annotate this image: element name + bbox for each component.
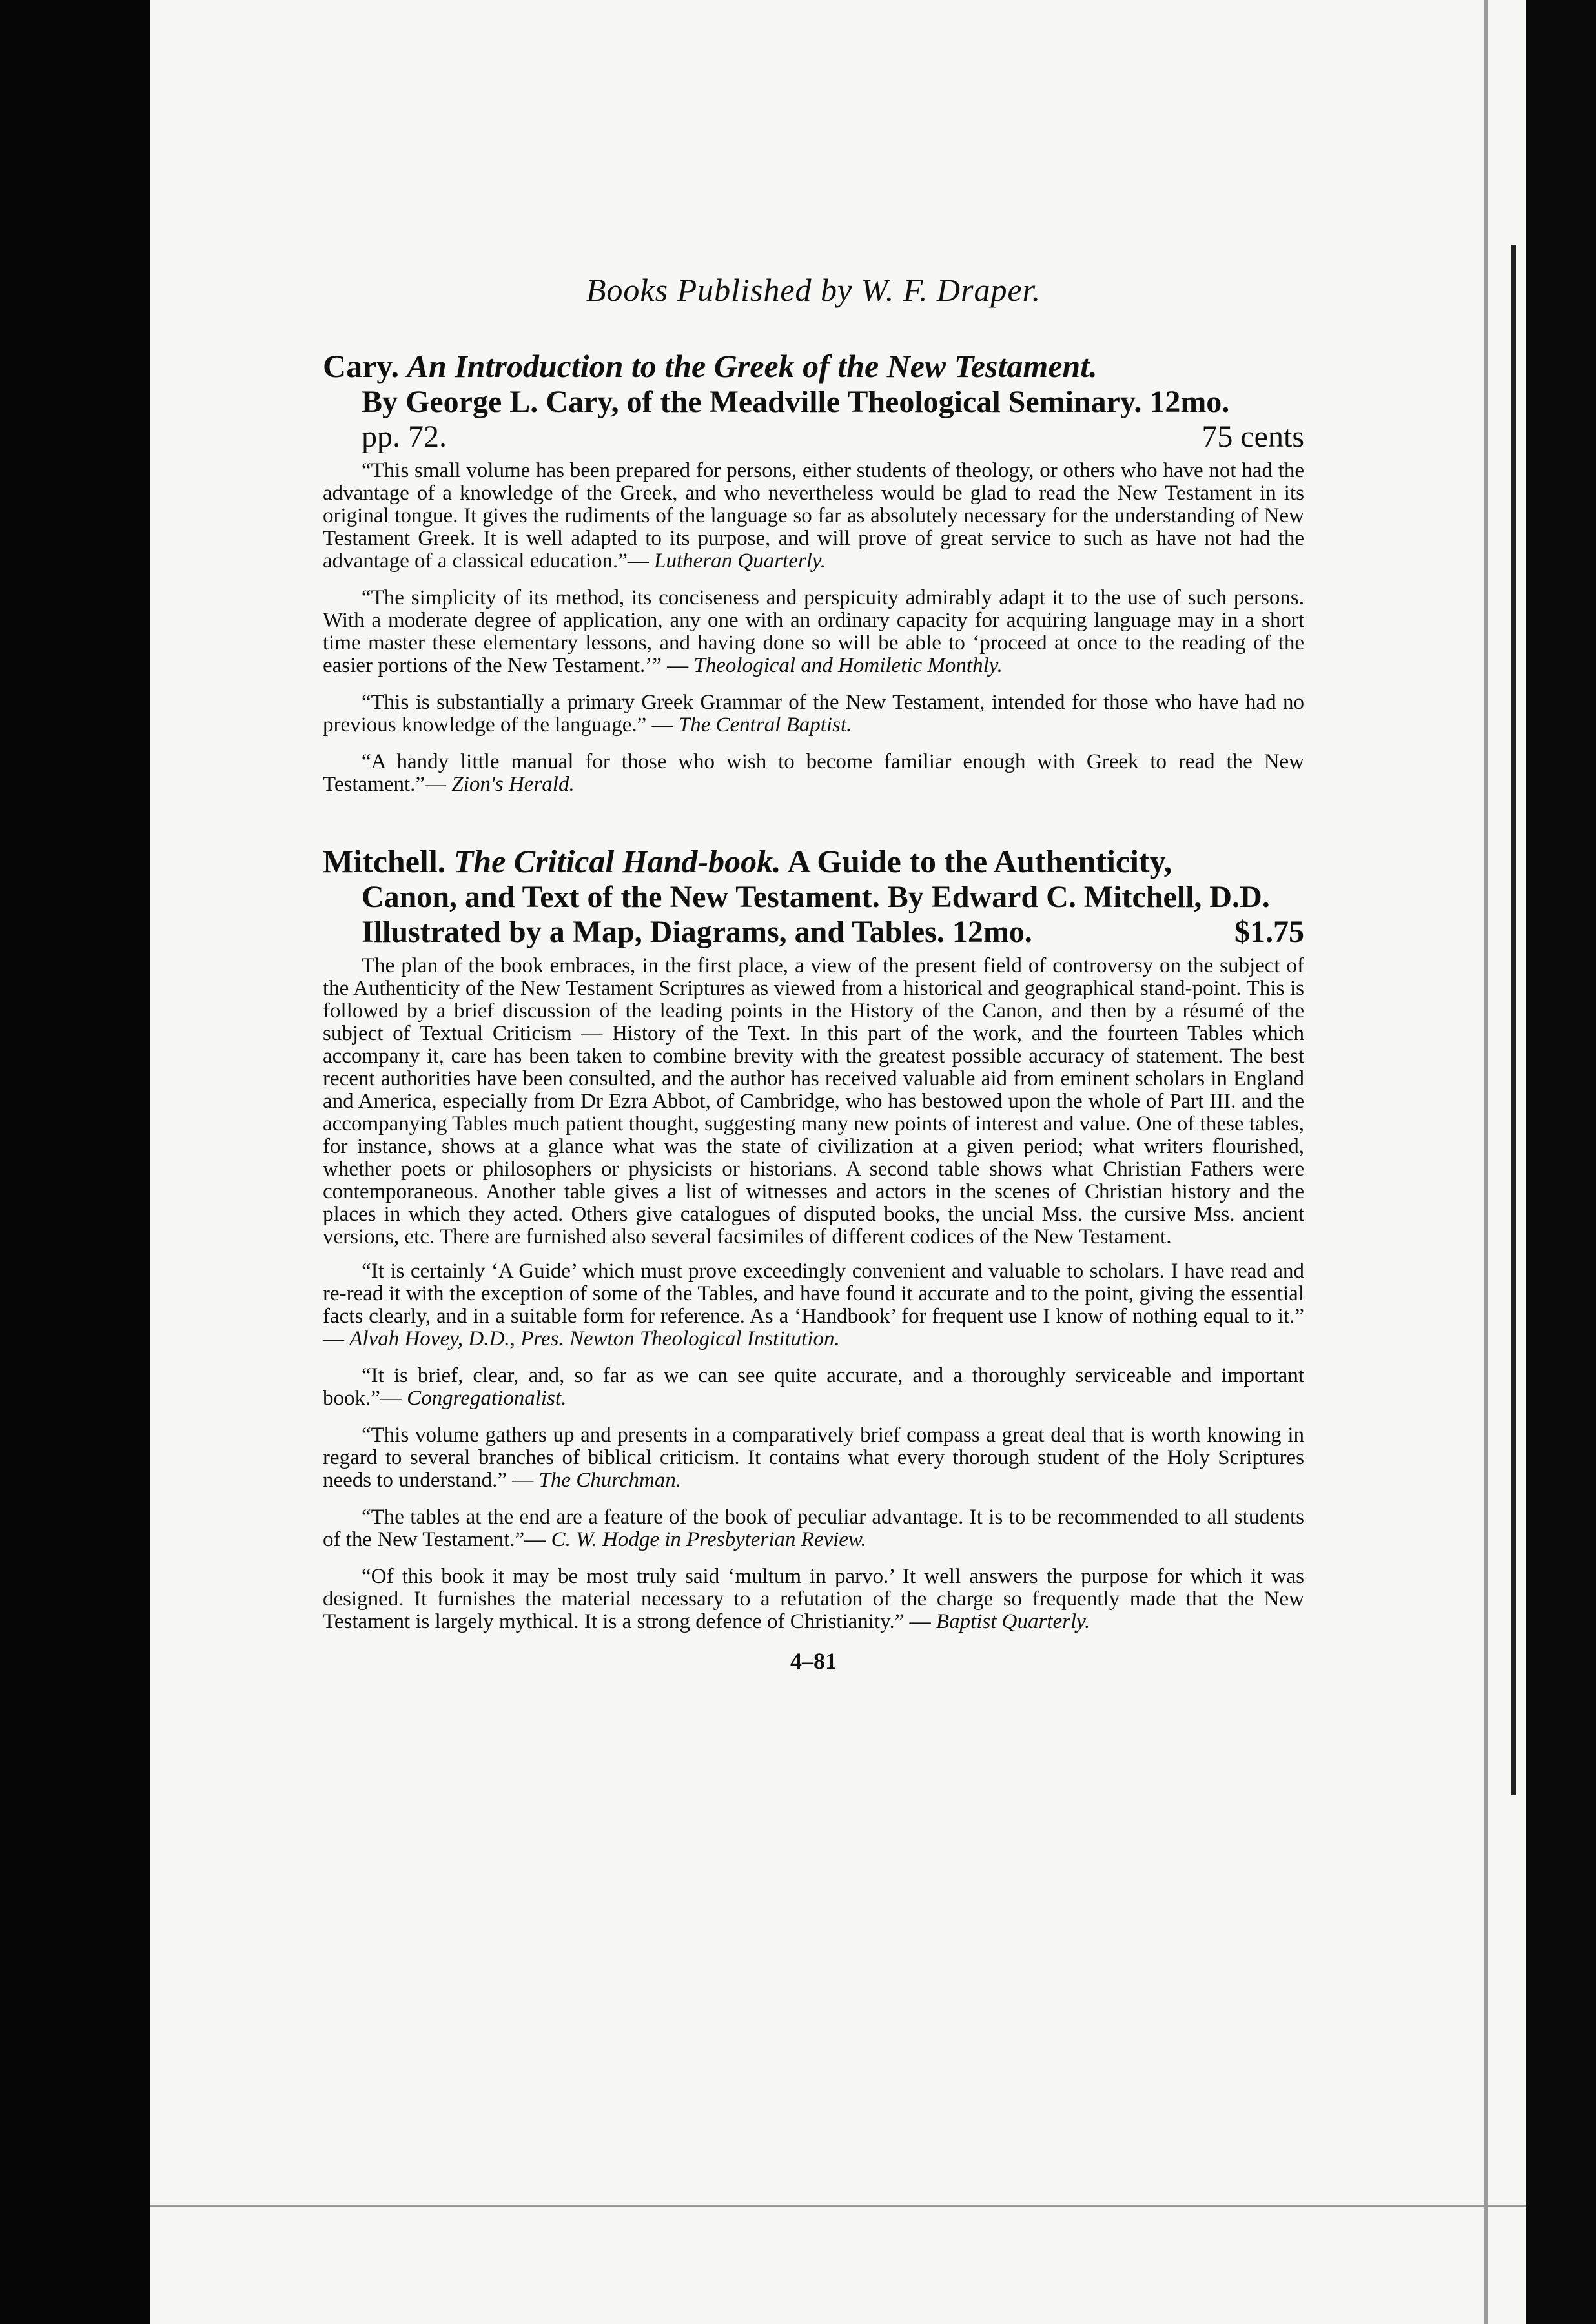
quote-text: “This small volume has been prepared for persons, either students of theology, or others who have not had the advantage of a knowledge of the Greek, and who nevertheless would be glad to read the New Testament in its original tongue. It gives the rudiments of the language so far as absolutely necessary for the understanding of New Testament Greek. It is well adapted to its purpose, and will prove of great service to such as have not had the advantage of a classical education.”— <box>323 459 1304 573</box>
quote-text: “It is brief, clear, and, so far as we can see quite accurate, and a thoroughly serviceable and important book.”— <box>323 1364 1304 1410</box>
quote-source: Zion's Herald. <box>451 773 575 796</box>
page-gutter-shadow <box>1511 245 1516 1795</box>
quote-text: “This volume gathers up and presents in a comparatively brief compass a great deal that is worth knowing in regard to several branches of biblical criticism. It contains what every thorough student of the Holy Scriptures needs to understand.” — <box>323 1423 1304 1492</box>
entry-title: The Critical Hand-book. <box>453 843 781 879</box>
review-quote <box>323 1260 1304 1351</box>
review-quote <box>323 1365 1304 1410</box>
entry-price: 75 cents <box>1202 420 1304 454</box>
quote-source: C. W. Hodge in Presbyterian Review. <box>551 1528 866 1551</box>
review-quote <box>323 587 1304 677</box>
page-fold-line <box>1484 0 1488 2324</box>
entry-description: The plan of the book embraces, in the first place, a view of the present field of controversy on the subject of the Authenticity of the New Testament Scriptures as viewed from a historical and geographical stand-point. This is followed by a brief discussion of the leading points in the History of the Canon, and then by a résumé of the subject of Textual Criticism — History of the Text. In this part of the work, and the fourteen Tables which accompany it, care has been taken to combine brevity with the greatest possible accuracy of statement. The best recent authorities have been consulted, and the author has received valuable aid from eminent scholars in England and America, especially from Dr Ezra Abbot, of Cambridge, who has bestowed upon the whole of Part III. and the accompanying Tables much patient thought, suggesting many new points of interest and value. One of these tables, for instance, shows at a glance what was the state of civilization at a given period; what writers flourished, whether poets or philosophers or physicists or historians. A second table shows what Christian Fathers were contemporaneous. Another table gives a list of witnesses and actors in the scenes of Christian history and the places in which they acted. Others give catalogues of disputed books, the uncial Mss. the cursive Mss. ancient versions, etc. There are furnished also several facsimiles of different codices of the New Testament. <box>323 954 1304 1249</box>
review-quote <box>323 1506 1304 1551</box>
page-content <box>323 271 1304 1675</box>
quote-source: Congregationalist. <box>407 1387 567 1410</box>
entry-byline: Canon, and Text of the New Testament. By Edward C. Mitchell, D.D. <box>362 880 1270 914</box>
quote-source: The Central Baptist. <box>678 713 852 737</box>
entry-title: An Introduction to the Greek of the New Testament. <box>407 348 1098 384</box>
entry-author: Mitchell. <box>323 843 446 879</box>
quote-source: The Churchman. <box>538 1469 682 1492</box>
entry-heading <box>323 347 1304 385</box>
entry-price-line <box>362 420 1304 454</box>
page-signature: 4–81 <box>790 1648 837 1674</box>
entry-title-rest: A Guide to the Authenticity, <box>787 843 1172 879</box>
entry-illustration-note: Illustrated by a Map, Diagrams, and Tables. 12mo. <box>362 915 1032 949</box>
quote-text: “The simplicity of its method, its conciseness and perspicuity admirably adapt it to the use of such persons. With a moderate degree of application, any one with an ordinary capacity for acquiring language may in a short time master these elementary lessons, and having done so will be able to ‘proceed at once to the reading of the easier portions of the New Testament.’” — <box>323 586 1304 677</box>
quote-text: “A handy little manual for those who wish to become familiar enough with Greek to read the New Testament.”— <box>323 750 1304 796</box>
book-entry-cary <box>323 347 1304 796</box>
entry-spacer <box>323 810 1304 842</box>
entry-author: Cary. <box>323 348 400 384</box>
quote-text: “This is substantially a primary Greek Grammar of the New Testament, intended for those who have had no previous knowledge of the language.” — <box>323 691 1304 737</box>
entry-pages: pp. 72. <box>362 420 447 454</box>
quote-text: “The tables at the end are a feature of the book of peculiar advantage. It is to be recommended to all students of the New Testament.”— <box>323 1505 1304 1551</box>
review-quote <box>323 460 1304 573</box>
review-quote <box>323 751 1304 796</box>
entry-byline: By George L. Cary, of the Meadville Theological Seminary. 12mo. <box>362 385 1230 419</box>
quote-source: Alvah Hovey, D.D., Pres. Newton Theological Institution. <box>349 1327 840 1351</box>
entry-price: $1.75 <box>1234 915 1304 949</box>
quote-text: “Of this book it may be most truly said ‘multum in parvo.’ It well answers the purpose for which it was designed. It furnishes the material necessary to a refutation of the charge so frequently made that the New Testament is largely mythical. It is a strong defence of Christianity.” — <box>323 1565 1304 1633</box>
bottom-page-edge <box>150 2205 1526 2207</box>
quote-source: Lutheran Quarterly. <box>654 549 826 573</box>
review-quote <box>323 1424 1304 1492</box>
book-entry-mitchell <box>323 842 1304 1633</box>
quote-source: Theological and Homiletic Monthly. <box>693 654 1003 677</box>
quote-source: Baptist Quarterly. <box>936 1610 1090 1633</box>
quote-text: “It is certainly ‘A Guide’ which must prove exceedingly convenient and valuable to scholars. I have read and re-read it with the exception of some of the Tables, and have found it accurate and to the point, giving the essential facts clearly, and in a suitable form for reference. As a ‘Handbook’ for frequent use I know of nothing equal to it.” — <box>323 1259 1304 1351</box>
review-quote <box>323 691 1304 737</box>
right-scan-border <box>1526 0 1596 2324</box>
review-quote <box>323 1565 1304 1633</box>
running-header: Books Published by W. F. Draper. <box>586 272 1041 308</box>
entry-heading <box>323 842 1304 880</box>
entry-price-line <box>362 915 1304 950</box>
